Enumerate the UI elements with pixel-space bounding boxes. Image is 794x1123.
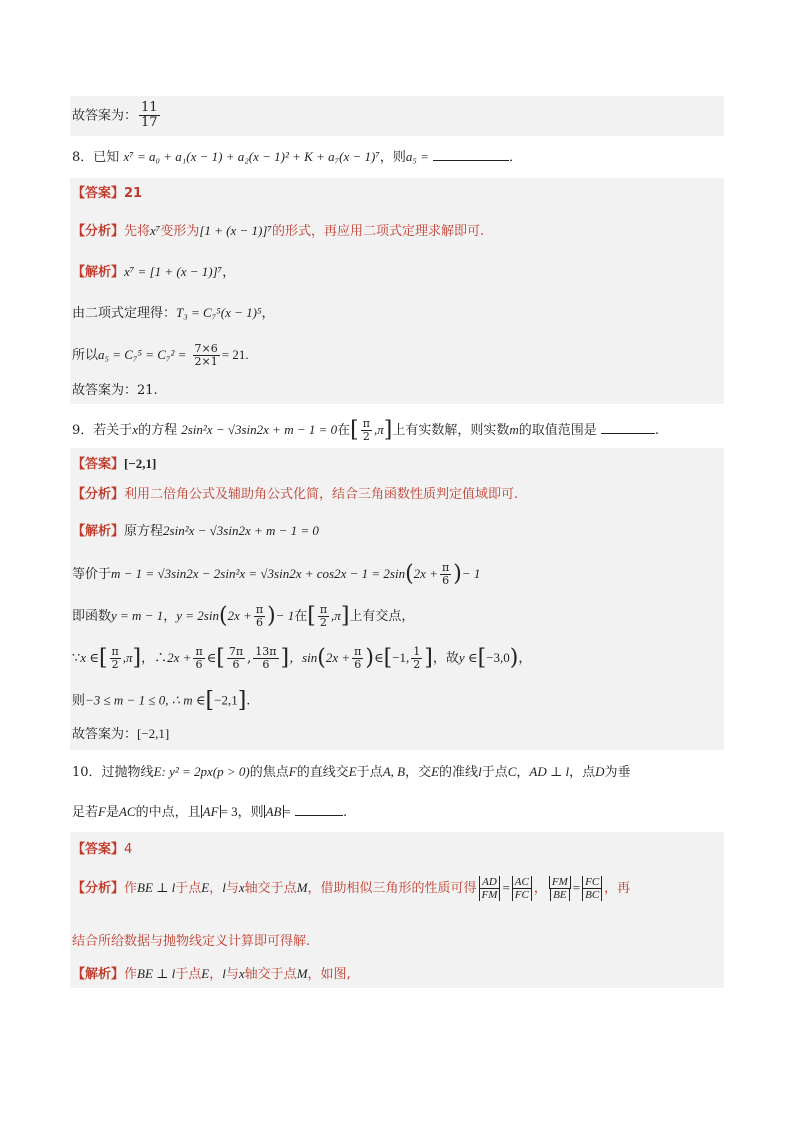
- text-q9-line3-a: 即函数: [72, 609, 112, 625]
- text-q8-analysis-expr: [1 + (x − 1)]⁷: [199, 223, 272, 238]
- text-q9-line3-int-end: ,π: [331, 608, 341, 624]
- bracket: ]: [280, 645, 290, 671]
- text-q8-analysis-x7: x⁷: [150, 223, 161, 238]
- text-q9-line2-a: 等价于: [72, 567, 112, 583]
- text-q9-line5-i: −2,1: [214, 692, 238, 708]
- text-q8-line3-num: 7×6: [194, 342, 218, 355]
- text-q10-number: 10．: [72, 765, 102, 780]
- text-q10-stem-h: ，: [516, 765, 530, 780]
- text-q9-line5-expr: −3 ≤ m − 1 ≤ 0, ∴ m ∈: [85, 692, 206, 708]
- text-q10-stem2-AF: AF: [202, 804, 219, 819]
- text-q10-analysis-r1n: AD: [479, 876, 500, 889]
- q9-solution: [72, 524, 319, 538]
- text-q10-solution-a: 作: [124, 967, 138, 982]
- text-q10-stem-j: 为垂: [604, 765, 631, 780]
- text-q10-stem-e: ，交: [405, 765, 432, 780]
- fraction: [479, 876, 501, 901]
- text-q9-line2-num: π: [441, 561, 450, 574]
- text-q10-stem-F: F: [288, 764, 297, 779]
- text-q9-line4-i3-den: 2: [413, 658, 421, 672]
- text-q9-line4-therefore: ，∴: [141, 651, 168, 667]
- text-q10-stem-f: 的准线: [439, 765, 479, 780]
- text-q8-analysis-a: 先将: [124, 224, 151, 239]
- text-q9-line3-b: ，: [163, 609, 177, 625]
- text-q9-line4-because: ∵: [72, 651, 81, 667]
- text-q8-answer-tag: 【答案】: [72, 186, 125, 201]
- text-q9-number: 9．: [72, 423, 94, 439]
- answer-blank: [601, 423, 655, 434]
- q9-solution-line2: [72, 562, 480, 587]
- text-q10-analysis-d: 与: [225, 881, 239, 897]
- text-q9-answer-tag: 【答案】: [72, 457, 125, 472]
- text-q10-stem2-F: F: [98, 804, 106, 819]
- text-q9-line3-c: − 1: [275, 608, 295, 624]
- bracket: (: [218, 603, 228, 629]
- text-q10-solution-b: 于点: [175, 967, 202, 982]
- bracket: [: [98, 645, 108, 671]
- fraction: [318, 604, 329, 629]
- bracket: [: [307, 603, 316, 629]
- q10-analysis-line2: [72, 935, 310, 948]
- text-q9-line4-i2a-num: 7π: [228, 645, 244, 658]
- text-q10-answer: 4: [124, 842, 133, 857]
- text-q9-line4-i4: −3,0: [486, 650, 510, 666]
- text-q9-line2-end: − 1: [461, 566, 481, 582]
- text-q9-line4-sin: ，sin: [289, 650, 318, 666]
- text-q8-solution-tag: 【解析】: [72, 265, 125, 280]
- band-q7-answer: [70, 96, 724, 136]
- text-q8-stem-end: ．: [509, 150, 523, 165]
- text-q9-line3-e: 上有交点，: [349, 609, 415, 625]
- text-q9-line2-inner: 2x +: [413, 566, 438, 582]
- text-q10-analysis-c: ，: [209, 881, 223, 897]
- text-q10-answer-tag: 【答案】: [72, 842, 125, 857]
- fraction: [549, 876, 571, 901]
- text-q9-line4-e-den: 6: [195, 658, 203, 672]
- text-q7-tail-den: 17: [141, 115, 158, 131]
- text-q9-stem-d: 上有实数解，则实数: [392, 423, 510, 439]
- q10-stem-line2: [72, 805, 347, 819]
- text-q9-stem-interval-num: π: [362, 417, 370, 430]
- text-q9-solution-a: 原方程: [124, 524, 164, 539]
- fraction: [254, 604, 265, 629]
- text-q10-stem-g: 于点: [481, 765, 508, 780]
- text-q8-answer: 21: [124, 186, 143, 201]
- text-q10-solution-x: x: [238, 966, 245, 981]
- text-q10-analysis-E: E: [201, 880, 210, 896]
- text-q10-analysis-r4n: FC: [582, 876, 602, 889]
- fraction: [352, 646, 363, 671]
- text-q9-line4-expr: 2x +: [167, 650, 192, 666]
- text-q9-final-label: 故答案为：: [72, 727, 138, 742]
- text-q8-line2-end: ，: [261, 306, 275, 321]
- fraction: [193, 646, 204, 671]
- text-q8-stem-expr: x⁷ = a₀ + a₁(x − 1) + a₂(x − 1)² + K + a₇(x − 1)⁷: [123, 149, 380, 164]
- text-q8-line2-pre: 由二项式定理得：: [72, 306, 177, 321]
- text-q8-solution-end: ，: [222, 265, 236, 280]
- text-q9-line5-a: 则: [72, 693, 86, 709]
- text-q8-line3-expr: a₅ = C₇⁵ = C₇² =: [98, 347, 187, 363]
- text-q10-stem2-end: .: [342, 805, 348, 820]
- fraction: [253, 646, 278, 671]
- text-q9-line4-x: x ∈: [80, 650, 99, 666]
- text-q8-final: 故答案为：21.: [72, 383, 158, 398]
- text-q10-stem-i: ，点: [569, 765, 596, 780]
- text-q9-stem-c: 在: [337, 423, 351, 439]
- text-q10-analysis-r4d: BC: [582, 889, 602, 901]
- answer-blank: [433, 150, 509, 161]
- q10-stem: [72, 765, 630, 779]
- text-q10-stem-E2: E: [431, 764, 440, 779]
- text-q9-line4-i3-num: 1: [413, 645, 421, 658]
- text-q10-analysis-r3d: BE: [550, 889, 569, 901]
- q8-solution-line2: [72, 306, 274, 320]
- fraction: [582, 876, 602, 901]
- q8-answer: [72, 187, 142, 200]
- text-q10-analysis-eq1: =: [502, 880, 510, 896]
- q7-final-answer: [72, 101, 162, 131]
- q9-solution-line5: [72, 690, 250, 712]
- text-q10-solution-tag: 【解析】: [72, 967, 125, 982]
- bracket: ]: [340, 603, 350, 629]
- text-q9-line4-sin-den: 6: [354, 658, 362, 672]
- text-q10-solution-E: E: [201, 966, 210, 981]
- text-q9-solution-expr: 2sin²x − √3sin2x + m − 1 = 0: [163, 523, 319, 538]
- text-q10-analysis2: 结合所给数据与抛物线定义计算即可得解.: [72, 934, 311, 949]
- text-q8-analysis-tag: 【分析】: [72, 224, 125, 239]
- text-q10-analysis-r3n: FM: [549, 876, 571, 889]
- text-q10-analysis-r2n: AC: [512, 876, 532, 889]
- text-q10-solution-d: 与: [225, 967, 239, 982]
- q9-solution-line4: ∵x ∈[ $\frac{\pi}{2}$ ,π]，∴2x + $\frac{\pi}{6}$ ∈[ $\frac{7\pi}{6}$ , $\frac{13\pi}{6}$ ]，sin(2x + $\frac{\pi}{6}$ )∈[−1, $\frac{1}{2}$ ]，故y ∈[−3,0)，: [72, 645, 532, 672]
- fraction: [512, 876, 532, 901]
- text-q10-analysis-l: l: [222, 880, 226, 896]
- bracket: ): [509, 645, 519, 671]
- text-q10-analysis-sep: ，: [533, 881, 547, 897]
- bracket: (: [317, 645, 326, 671]
- q9-stem: [72, 418, 659, 443]
- text-q9-line4-end: ，: [518, 651, 532, 667]
- bracket: ]: [424, 645, 433, 671]
- text-q8-stem-mid: ，则: [379, 150, 406, 165]
- fraction: [227, 646, 245, 671]
- text-q9-line2-expr: m − 1 = √3sin2x − 2sin²x = √3sin2x + cos2x − 1 = 2sin: [111, 566, 406, 582]
- text-q10-solution-M: M: [296, 966, 308, 981]
- fraction: [411, 646, 422, 671]
- text-q8-stem-pre: 已知: [93, 150, 120, 165]
- text-q9-line4-e-num: π: [195, 645, 203, 658]
- text-q9-line3-int-num: π: [319, 603, 328, 616]
- bracket: ): [365, 645, 374, 671]
- text-q10-analysis-eq2: =: [572, 880, 581, 896]
- text-q10-stem2-b: 是: [105, 805, 119, 820]
- text-q9-line4-i1-num: π: [111, 645, 119, 658]
- band-q10-answer: [70, 832, 724, 988]
- fraction: [361, 418, 372, 443]
- q10-answer: [72, 843, 132, 856]
- text-q9-line4-sin-inner: 2x +: [325, 650, 351, 666]
- q8-final: [72, 384, 158, 397]
- text-q9-final-value: [−2,1]: [137, 726, 170, 741]
- q8-analysis: [72, 224, 484, 238]
- text-q10-stem-l: l: [478, 764, 482, 779]
- q9-final: [72, 727, 169, 741]
- text-q10-analysis-tag: 【分析】: [72, 881, 125, 897]
- text-q9-line3-d: 在: [294, 609, 308, 625]
- fraction: [193, 343, 220, 368]
- text-q9-analysis: 利用二倍角公式及辅助角公式化简，结合三角函数性质判定值域即可.: [124, 487, 519, 502]
- q9-analysis: [72, 488, 518, 501]
- text-q9-line4-i2b-num: 13π: [255, 645, 277, 658]
- text-q9-analysis-tag: 【分析】: [72, 487, 125, 502]
- text-q7-tail-label: 故答案为：: [72, 108, 138, 124]
- fraction: [110, 646, 121, 671]
- text-q10-stem2-a: 足若: [72, 805, 99, 820]
- text-q9-line3-num: π: [255, 603, 264, 616]
- text-q9-line4-y: y ∈: [458, 650, 478, 666]
- text-q10-stem2-e: =: [283, 804, 291, 819]
- text-q9-stem-interval-end: ,π: [373, 422, 384, 438]
- bracket: [: [350, 417, 359, 443]
- text-q10-solution-e: 轴交于点: [244, 967, 297, 982]
- text-q8-line3-den: 2×1: [194, 355, 218, 369]
- q9-solution-line3: [72, 604, 414, 629]
- bracket: ): [453, 561, 462, 587]
- text-q8-number: 8．: [72, 150, 94, 165]
- text-q10-stem-D: D: [595, 764, 605, 779]
- text-q8-analysis-b: 变形为: [160, 224, 200, 239]
- text-q10-analysis-x: x: [238, 880, 245, 896]
- text-q9-answer: [−2,1]: [124, 456, 157, 471]
- bracket: [: [205, 688, 215, 713]
- text-q10-stem-d: 于点: [356, 765, 383, 780]
- bracket: [: [216, 645, 225, 671]
- fraction: [440, 562, 451, 587]
- q9-answer: [72, 457, 156, 471]
- text-q10-analysis-BE: BE ⊥ l: [137, 880, 176, 896]
- text-q9-stem-a: 若关于: [93, 423, 133, 439]
- text-q9-line4-f: ，故: [432, 651, 459, 667]
- text-q9-line3-inner: 2x +: [227, 608, 252, 624]
- text-q10-stem-expr: E: y² = 2px(p > 0): [153, 764, 250, 779]
- text-q10-solution-c: ，: [209, 967, 223, 982]
- text-q9-line3-expr2: y = 2sin: [176, 608, 219, 624]
- text-q9-line4-in: ∈: [206, 650, 217, 666]
- text-q10-stem-perp: AD ⊥ l: [529, 764, 570, 779]
- text-q9-line4-i1-den: 2: [111, 658, 119, 672]
- text-q9-line4-sin-num: π: [354, 645, 362, 658]
- text-q10-solution-BE: BE ⊥ l: [137, 966, 176, 981]
- q10-solution: [72, 967, 351, 981]
- bracket: [: [383, 645, 393, 671]
- text-q9-stem-e: 的取值范围是: [518, 423, 597, 439]
- text-q9-stem-x: x: [132, 422, 139, 438]
- text-q10-stem-E: E: [348, 764, 357, 779]
- text-q9-line2-den: 6: [442, 574, 450, 588]
- text-q10-stem2-c: 的中点，且: [135, 805, 201, 820]
- text-q10-analysis-r2d: FC: [512, 889, 532, 901]
- text-q9-line4-i2a-den: 6: [232, 658, 240, 672]
- band-q8-answer: [70, 178, 724, 404]
- q8-stem: [72, 150, 522, 164]
- text-q10-stem-a: 过抛物线: [101, 765, 154, 780]
- text-q8-solution-expr: x⁷ = [1 + (x − 1)]⁷: [124, 264, 223, 279]
- text-q8-line3-pre: 所以: [72, 348, 99, 364]
- text-q9-solution-tag: 【解析】: [72, 524, 125, 539]
- text-q10-stem-AB: A, B: [382, 764, 406, 779]
- text-q8-line2-expr: T₃ = C₇⁵(x − 1)⁵: [176, 305, 262, 320]
- text-q10-stem-b: 的焦点: [249, 765, 289, 780]
- text-q10-solution-f: ，如图,: [307, 967, 351, 982]
- text-q9-stem-expr: 2sin²x − √3sin2x + m − 1 = 0: [181, 422, 338, 438]
- text-q10-analysis-g: ，再: [604, 881, 631, 897]
- text-q8-analysis-c: 的形式，再应用二项式定理求解即可.: [271, 224, 485, 239]
- text-q10-analysis-r1d: FM: [479, 889, 501, 901]
- text-q8-line3-end: = 21.: [221, 347, 249, 363]
- text-q9-line4-i3-a: −1,: [392, 650, 410, 666]
- text-q9-stem-interval-den: 2: [362, 430, 370, 444]
- q8-solution-line3: [72, 343, 249, 368]
- text-q9-line3-int-den: 2: [319, 616, 327, 630]
- text-q10-stem2-AB: AB: [265, 804, 282, 819]
- text-q10-analysis-e: 轴交于点: [244, 881, 297, 897]
- text-q9-line4-i2b-den: 6: [262, 658, 270, 672]
- text-q10-analysis-M: M: [296, 880, 308, 896]
- text-q9-stem-end: .: [654, 423, 660, 439]
- bracket: (: [405, 561, 414, 587]
- text-q10-analysis-a: 作: [124, 881, 138, 897]
- text-q9-stem-b: 的方程: [138, 423, 178, 439]
- text-q10-analysis-f: ，借助相似三角形的性质可得: [307, 881, 477, 897]
- text-q10-stem2-AC: AC: [118, 804, 136, 819]
- text-q7-tail-num: 11: [141, 100, 158, 115]
- text-q10-stem-C: C: [507, 764, 517, 779]
- bracket: [: [477, 645, 487, 671]
- bracket: ]: [383, 417, 393, 443]
- q10-analysis: [72, 876, 630, 901]
- text-q9-line4-in2: ∈: [373, 650, 384, 666]
- bracket: ): [267, 603, 276, 629]
- bracket: ]: [237, 688, 247, 713]
- q8-solution: [72, 265, 235, 279]
- text-q9-line5-end: .: [246, 693, 251, 709]
- text-q9-line4-i1-end: ,π: [122, 650, 133, 666]
- text-q10-stem-c: 的直线交: [296, 765, 349, 780]
- text-q10-solution-l: l: [222, 966, 226, 981]
- answer-blank: [295, 805, 343, 816]
- text-q8-stem-target: a₅ =: [405, 149, 429, 164]
- fraction: [139, 101, 160, 131]
- bracket: ]: [132, 645, 142, 671]
- text-q9-line3-expr1: y = m − 1: [111, 608, 164, 624]
- text-q9-line3-den: 6: [255, 616, 263, 630]
- text-q9-stem-m: m: [509, 422, 519, 438]
- text-q10-stem2-d: = 3，则: [220, 804, 264, 819]
- text-q10-analysis-b: 于点: [175, 881, 202, 897]
